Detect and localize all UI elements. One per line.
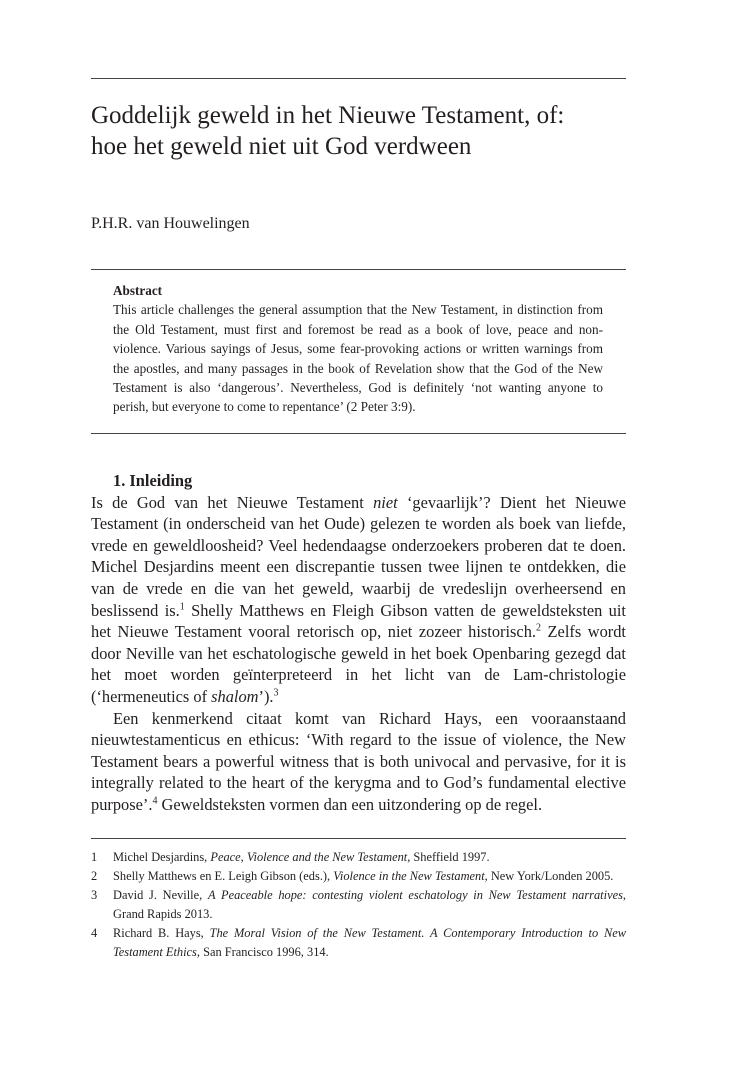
p1-text-a: Is de God van het Nieuwe Testament (91, 492, 374, 512)
title-line-2: hoe het geweld niet uit God verdween (91, 133, 472, 160)
abstract-block (113, 281, 603, 417)
abstract-bottom-rule (91, 433, 626, 434)
footnote-title: The Moral Vision of the New Testament. A Contemporary Introduction to New Testament Ethics, (113, 926, 626, 959)
p1-text-e: ’). (258, 686, 274, 706)
p2-text-a: Een kenmerkend citaat komt van Richard Hays, een vooraanstaand nieuwtestamenticus en ethicus: ‘With regard to the issue of violence, the New Testament bears a powerful witness that is both univocal and pervasive, for it is integrally related to the heart of the kerygma and to God’s fundamental elective purpose’. (91, 708, 626, 814)
paragraph-1 (91, 492, 626, 708)
footnote-number: 4 (91, 926, 98, 940)
footnote-text: Michel Desjardins, (113, 850, 211, 864)
footnote-text: , Grand Rapids 2013. (113, 888, 626, 921)
footnote-ref-1[interactable]: 1 (179, 601, 185, 613)
article-title (91, 100, 636, 162)
footnote-text: David J. Neville, (113, 888, 208, 902)
footnote-title: Violence in the New Testament, (333, 869, 488, 883)
footnote-text: New York/Londen 2005. (487, 869, 614, 883)
p1-text-c: Shelly Matthews en Fleigh Gibson vatten de geweldsteksten uit het Nieuwe Testament vooral retorisch op, niet zozeer historisch. (91, 600, 626, 642)
section-heading: 1. Inleiding (113, 471, 193, 490)
abstract-heading: Abstract (113, 283, 163, 298)
footnote-number: 3 (91, 888, 98, 902)
footnote-ref-3[interactable]: 3 (273, 687, 279, 699)
footnote-text: San Francisco 1996, 314. (199, 945, 329, 959)
footnotes (91, 848, 626, 962)
footnote-ref-2[interactable]: 2 (536, 622, 541, 634)
abstract-text: This article challenges the general assumption that the New Testament, in distinction from the Old Testament, must first and foremost be read as a book of love, peace and non-violence. Various sayings of Jesus, some fear-provoking actions or written warnings from the apostles, and many passages in the book of Revelation show that the God of the New Testament is also ‘dangerous’. Nevertheless, God is definitely ‘not wanting anyone to perish, but everyone to come to repentance’ (2 Peter 3:9). (113, 302, 603, 415)
top-rule (91, 78, 626, 79)
p1-text-b: ‘gevaarlijk’? Dient het Nieuwe Testament (in onderscheid van het Oude) gelezen te worden als boek van liefde, vrede en geweldloosheid? Veel hedendaagse onderzoekers proberen dat te doen. Michel Desjardins meent een discrepantie tussen twee lijnen te ontdekken, die van de vrede en die van het geweld, waarbij de vredeslijn overheersend en beslissend is. (91, 492, 627, 620)
footnote-text: Shelly Matthews en E. Leigh Gibson (eds.), (113, 869, 334, 883)
footnote-text: , Sheffield 1997. (407, 850, 490, 864)
body-section (91, 470, 626, 816)
paragraph-2 (91, 708, 626, 816)
footnote-number: 2 (91, 869, 98, 883)
footnote-rule (91, 838, 626, 839)
p2-text-b: Geweldsteksten vormen dan een uitzondering op de regel. (157, 794, 543, 814)
footnote-2 (91, 867, 626, 886)
footnote-title: Peace, Violence and the New Testament (210, 850, 408, 864)
footnote-number: 1 (91, 850, 98, 864)
p1-text-d: Zelfs wordt door Neville van het eschatologische geweld in het boek Openbaring gezegd dat het moet worden geïnterpreteerd in het licht van de Lam-christologie (‘hermeneutics of (91, 622, 626, 706)
footnote-text: Richard B. Hays, (113, 926, 210, 940)
author-name: P.H.R. van Houwelingen (91, 215, 250, 232)
footnote-1 (91, 848, 626, 867)
footnote-title: A Peaceable hope: contesting violent eschatology in New Testament narratives (207, 888, 623, 902)
p1-emphasis-niet: niet (373, 492, 398, 512)
footnote-ref-4[interactable]: 4 (152, 795, 158, 807)
abstract-top-rule (91, 269, 626, 270)
p1-emphasis-shalom: shalom (211, 686, 259, 706)
footnote-3 (91, 886, 626, 924)
title-line-1: Goddelijk geweld in het Nieuwe Testament, of: (91, 102, 565, 129)
footnote-4 (91, 924, 626, 962)
